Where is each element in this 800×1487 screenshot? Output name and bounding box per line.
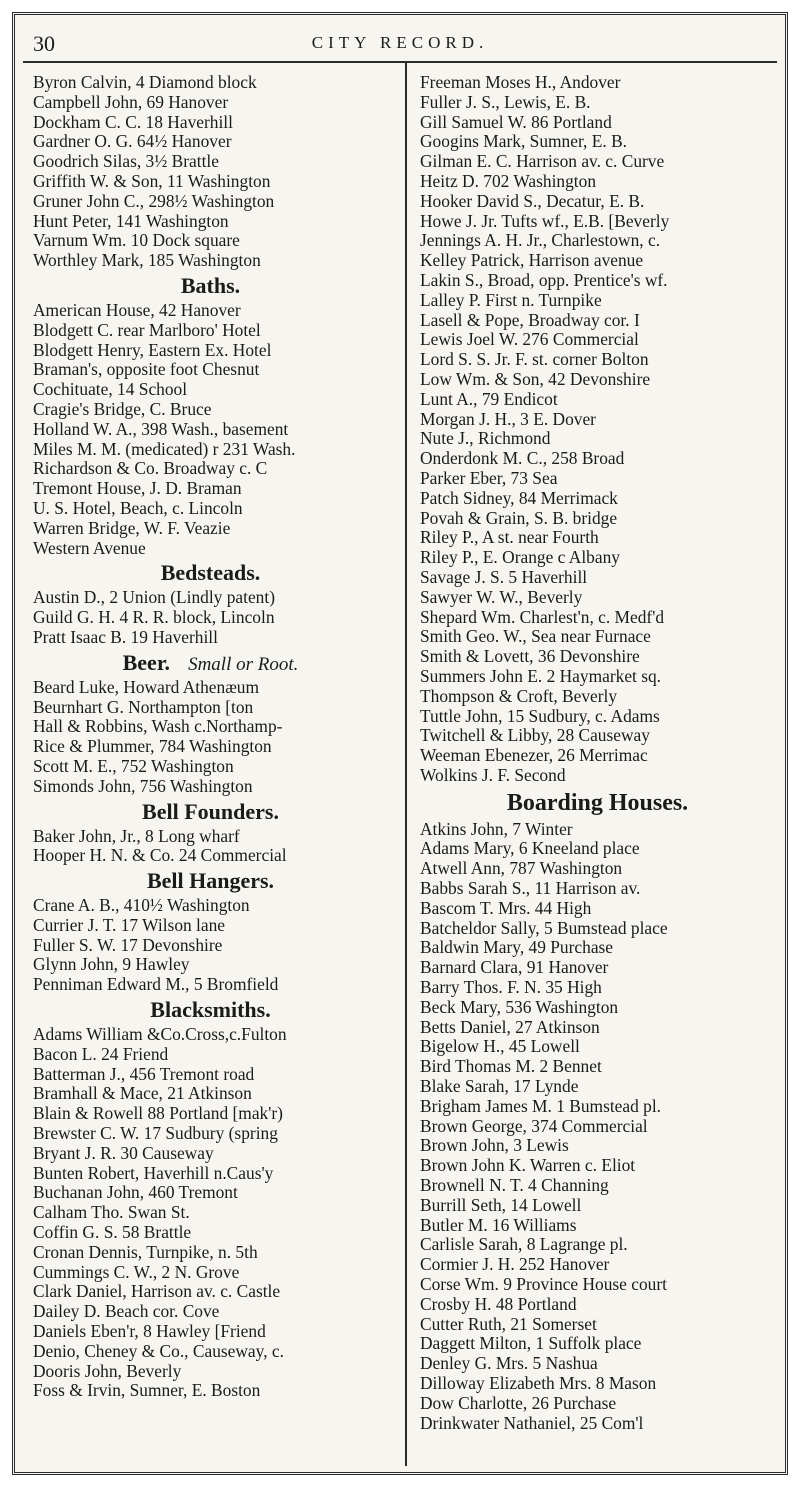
section-heading xyxy=(23,558,398,588)
directory-entry: Adams Mary, 6 Kneeland place xyxy=(420,839,640,859)
directory-entry: Scott M. E., 752 Washington xyxy=(33,756,234,776)
directory-entry: Lakin S., Broad, opp. Prentice's wf. xyxy=(420,270,668,290)
directory-entry: Savage J. S. 5 Haverhill xyxy=(420,567,588,587)
directory-entry: Tremont House, J. D. Braman xyxy=(33,479,242,499)
directory-entry: Tuttle John, 15 Sudbury, c. Adams xyxy=(420,706,660,726)
directory-entry: Brigham James M. 1 Bumstead pl. xyxy=(420,1096,662,1116)
directory-entry: Shepard Wm. Charlest'n, c. Medf'd xyxy=(420,607,665,627)
directory-entry: Wolkins J. F. Second xyxy=(420,765,566,785)
directory-entry: Brown John K. Warren c. Eliot xyxy=(420,1156,636,1176)
directory-entry: Twitchell & Libby, 28 Causeway xyxy=(420,726,650,746)
directory-entry: Goodrich Silas, 3½ Brattle xyxy=(33,152,219,172)
directory-entry: Worthley Mark, 185 Washington xyxy=(33,251,261,271)
directory-entry: Hooper H. N. & Co. 24 Commercial xyxy=(33,846,287,866)
directory-entry: Hall & Robbins, Wash c.Northamp- xyxy=(33,717,283,737)
section-heading-text: Beer. xyxy=(122,649,171,675)
directory-entry: Summers John E. 2 Haymarket sq. xyxy=(420,666,662,686)
directory-page xyxy=(12,12,788,1475)
directory-entry: Byron Calvin, 4 Diamond block xyxy=(33,73,257,92)
directory-entry: Blodgett Henry, Eastern Ex. Hotel xyxy=(33,340,272,360)
directory-entry: Brewster C. W. 17 Sudbury (spring xyxy=(33,1124,278,1144)
directory-entry: Bigelow H., 45 Lowell xyxy=(420,1037,580,1057)
directory-entry: Fuller J. S., Lewis, E. B. xyxy=(420,92,591,112)
directory-entry: Rice & Plummer, 784 Washington xyxy=(33,737,272,757)
directory-entry: Adams William &Co.Cross,c.Fulton xyxy=(33,1025,287,1045)
page-number: 30 xyxy=(33,31,55,56)
section-heading xyxy=(23,995,398,1025)
directory-entry: Simonds John, 756 Washington xyxy=(33,776,253,796)
directory-entry: Beard Luke, Howard Athenæum xyxy=(33,677,260,697)
directory-entry: Cragie's Bridge, C. Bruce xyxy=(33,399,212,419)
directory-entry: Beurnhart G. Northampton [ton xyxy=(33,697,254,717)
directory-entry: Bascom T. Mrs. 44 High xyxy=(420,898,592,918)
directory-entry: Baker John, Jr., 8 Long wharf xyxy=(33,826,240,846)
directory-entry: Glynn John, 9 Hawley xyxy=(33,955,190,975)
directory-entry: Braman's, opposite foot Chesnut xyxy=(33,360,260,380)
directory-entry: Calham Tho. Swan St. xyxy=(33,1203,190,1223)
directory-entry: Freeman Moses H., Andover xyxy=(420,73,621,92)
directory-entry: Weeman Ebenezer, 26 Merrimac xyxy=(420,746,648,766)
directory-entry: Blake Sarah, 17 Lynde xyxy=(420,1077,579,1097)
directory-entry: Parker Eber, 73 Sea xyxy=(420,468,558,488)
section-heading-text: Blacksmiths. xyxy=(150,997,271,1023)
directory-entry: Gill Samuel W. 86 Portland xyxy=(420,112,612,132)
directory-entry: Bacon L. 24 Friend xyxy=(33,1044,169,1064)
directory-entry: Coffin G. S. 58 Brattle xyxy=(33,1223,192,1243)
section-heading xyxy=(23,271,398,301)
directory-entry: Bunten Robert, Haverhill n.Caus'y xyxy=(33,1163,274,1183)
directory-entry: Batterman J., 456 Tremont road xyxy=(33,1064,255,1084)
directory-entry: Batcheldor Sally, 5 Bumstead place xyxy=(420,918,668,938)
directory-entry: Lord S. S. Jr. F. st. corner Bolton xyxy=(420,350,649,370)
directory-entry: Denley G. Mrs. 5 Nashua xyxy=(420,1354,598,1374)
directory-entry: Denio, Cheney & Co., Causeway, c. xyxy=(33,1341,284,1361)
directory-entry: Smith & Lovett, 36 Devonshire xyxy=(420,647,640,667)
directory-entry: Thompson & Croft, Beverly xyxy=(420,686,618,706)
section-heading-text: Boarding Houses. xyxy=(506,789,689,816)
directory-entry: Clark Daniel, Harrison av. c. Castle xyxy=(33,1282,281,1302)
directory-entry: Blain & Rowell 88 Portland [mak'r) xyxy=(33,1104,283,1124)
directory-entry: Gruner John C., 298½ Washington xyxy=(33,191,275,211)
directory-entry: Drinkwater Nathaniel, 25 Com'l xyxy=(420,1413,644,1433)
directory-entry: Western Avenue xyxy=(33,538,146,558)
directory-entry: Daniels Eben'r, 8 Hawley [Friend xyxy=(33,1322,266,1342)
directory-entry: Hooker David S., Decatur, E. B. xyxy=(420,191,645,211)
directory-entry: Povah & Grain, S. B. bridge xyxy=(420,508,618,528)
directory-entry: Brown John, 3 Lewis xyxy=(420,1136,569,1156)
directory-entry: Guild G. H. 4 R. R. block, Lincoln xyxy=(33,608,275,628)
directory-entry: Dockham C. C. 18 Haverhill xyxy=(33,112,233,132)
directory-entry: Daggett Milton, 1 Suffolk place xyxy=(420,1334,642,1354)
directory-entry: Smith Geo. W., Sea near Furnace xyxy=(420,627,651,647)
directory-entry: Foss & Irvin, Sumner, E. Boston xyxy=(33,1381,261,1401)
directory-entry: Dilloway Elizabeth Mrs. 8 Mason xyxy=(420,1374,657,1393)
directory-entry: Richardson & Co. Broadway c. C xyxy=(33,459,268,479)
column-divider xyxy=(405,63,407,1466)
directory-entry: Patch Sidney, 84 Merrimack xyxy=(420,488,618,508)
section-heading xyxy=(410,786,785,820)
directory-entry: Jennings A. H. Jr., Charlestown, c. xyxy=(420,231,661,251)
directory-entry: Holland W. A., 398 Wash., basement xyxy=(33,419,289,439)
directory-entry: Nute J., Richmond xyxy=(420,429,551,449)
section-heading xyxy=(23,648,398,678)
directory-entry: Dow Charlotte, 26 Purchase xyxy=(420,1393,617,1413)
directory-entry: Dooris John, Beverly xyxy=(33,1361,182,1381)
directory-entry: Blodgett C. rear Marlboro' Hotel xyxy=(33,320,261,340)
directory-entry: Currier J. T. 17 Wilson lane xyxy=(33,915,226,935)
directory-entry: Corse Wm. 9 Province House court xyxy=(420,1275,667,1295)
directory-entry: Morgan J. H., 3 E. Dover xyxy=(420,409,596,429)
directory-entry: Atkins John, 7 Winter xyxy=(420,819,573,839)
directory-entry: Cutter Ruth, 21 Somerset xyxy=(420,1314,597,1334)
directory-entry: Howe J. Jr. Tufts wf., E.B. [Beverly xyxy=(420,211,670,231)
directory-entry: Dailey D. Beach cor. Cove xyxy=(33,1302,220,1322)
directory-entry: Baldwin Mary, 49 Purchase xyxy=(420,938,614,958)
directory-entry: Crane A. B., 410½ Washington xyxy=(33,896,250,916)
directory-entry: Lalley P. First n. Turnpike xyxy=(420,290,602,310)
directory-entry: Heitz D. 702 Washington xyxy=(420,171,597,191)
directory-entry: Butler M. 16 Williams xyxy=(420,1215,577,1235)
directory-entry: Crosby H. 48 Portland xyxy=(420,1294,577,1314)
directory-entry: Betts Daniel, 27 Atkinson xyxy=(420,1017,600,1037)
running-title: CITY RECORD. xyxy=(311,33,489,52)
directory-entry: Lunt A., 79 Endicot xyxy=(420,389,558,409)
directory-entry: Gardner O. G. 64½ Hanover xyxy=(33,132,232,152)
directory-entry: U. S. Hotel, Beach, c. Lincoln xyxy=(33,498,243,518)
directory-entry: Beck Mary, 536 Washington xyxy=(420,997,619,1017)
directory-entry: Fuller S. W. 17 Devonshire xyxy=(33,935,223,955)
directory-entry: Lasell & Pope, Broadway cor. I xyxy=(420,310,640,330)
directory-entry: Low Wm. & Son, 42 Devonshire xyxy=(420,369,651,389)
section-heading-text: Baths. xyxy=(180,272,241,298)
directory-entry: Penniman Edward M., 5 Bromfield xyxy=(33,975,279,995)
directory-entry: Atwell Ann, 787 Washington xyxy=(420,859,623,879)
left-column xyxy=(23,73,398,1401)
section-heading xyxy=(23,866,398,896)
section-heading xyxy=(23,797,398,827)
directory-entry: Babbs Sarah S., 11 Harrison av. xyxy=(420,879,641,899)
directory-entry: Burrill Seth, 14 Lowell xyxy=(420,1195,582,1215)
directory-entry: Riley P., E. Orange c Albany xyxy=(420,548,620,568)
section-heading-subtitle: Small or Root. xyxy=(188,653,299,675)
directory-entry: Cochituate, 14 School xyxy=(33,380,188,400)
directory-entry: Pratt Isaac B. 19 Haverhill xyxy=(33,627,218,647)
page-header xyxy=(23,21,777,63)
directory-entry: Googins Mark, Sumner, E. B. xyxy=(420,132,628,152)
directory-entry: American House, 42 Hanover xyxy=(33,300,241,320)
directory-entry: Lewis Joel W. 276 Commercial xyxy=(420,330,639,350)
directory-entry: Warren Bridge, W. F. Veazie xyxy=(33,518,231,538)
directory-entry: Brownell N. T. 4 Channing xyxy=(420,1176,609,1196)
directory-entry: Onderdonk M. C., 258 Broad xyxy=(420,449,625,469)
directory-entry: Carlisle Sarah, 8 Lagrange pl. xyxy=(420,1235,628,1255)
directory-entry: Varnum Wm. 10 Dock square xyxy=(33,231,240,251)
directory-entry: Griffith W. & Son, 11 Washington xyxy=(33,171,271,191)
directory-entry: Cronan Dennis, Turnpike, n. 5th xyxy=(33,1242,258,1262)
directory-entry: Gilman E. C. Harrison av. c. Curve xyxy=(420,152,665,172)
directory-entry: Sawyer W. W., Beverly xyxy=(420,587,583,607)
directory-entry: Campbell John, 69 Hanover xyxy=(33,92,229,112)
directory-entry: Barry Thos. F. N. 35 High xyxy=(420,978,602,998)
directory-entry: Miles M. M. (medicated) r 231 Wash. xyxy=(33,439,296,459)
directory-entry: Austin D., 2 Union (Lindly patent) xyxy=(33,588,275,608)
right-column xyxy=(410,73,785,1433)
directory-entry: Cummings C. W., 2 N. Grove xyxy=(33,1262,240,1282)
directory-entry: Cormier J. H. 252 Hanover xyxy=(420,1255,610,1275)
section-heading-text: Bell Founders. xyxy=(142,798,279,824)
section-heading-text: Bell Hangers. xyxy=(146,868,275,894)
directory-entry: Bryant J. R. 30 Causeway xyxy=(33,1143,214,1163)
directory-entry: Hunt Peter, 141 Washington xyxy=(33,211,229,231)
directory-entry: Brown George, 374 Commercial xyxy=(420,1116,648,1136)
section-heading-text: Bedsteads. xyxy=(160,560,261,586)
directory-entry: Riley P., A st. near Fourth xyxy=(420,528,599,548)
directory-entry: Kelley Patrick, Harrison avenue xyxy=(420,251,644,271)
directory-entry: Bird Thomas M. 2 Bennet xyxy=(420,1057,602,1077)
directory-entry: Bramhall & Mace, 21 Atkinson xyxy=(33,1084,252,1104)
directory-entry: Buchanan John, 460 Tremont xyxy=(33,1183,238,1203)
directory-entry: Barnard Clara, 91 Hanover xyxy=(420,958,609,978)
